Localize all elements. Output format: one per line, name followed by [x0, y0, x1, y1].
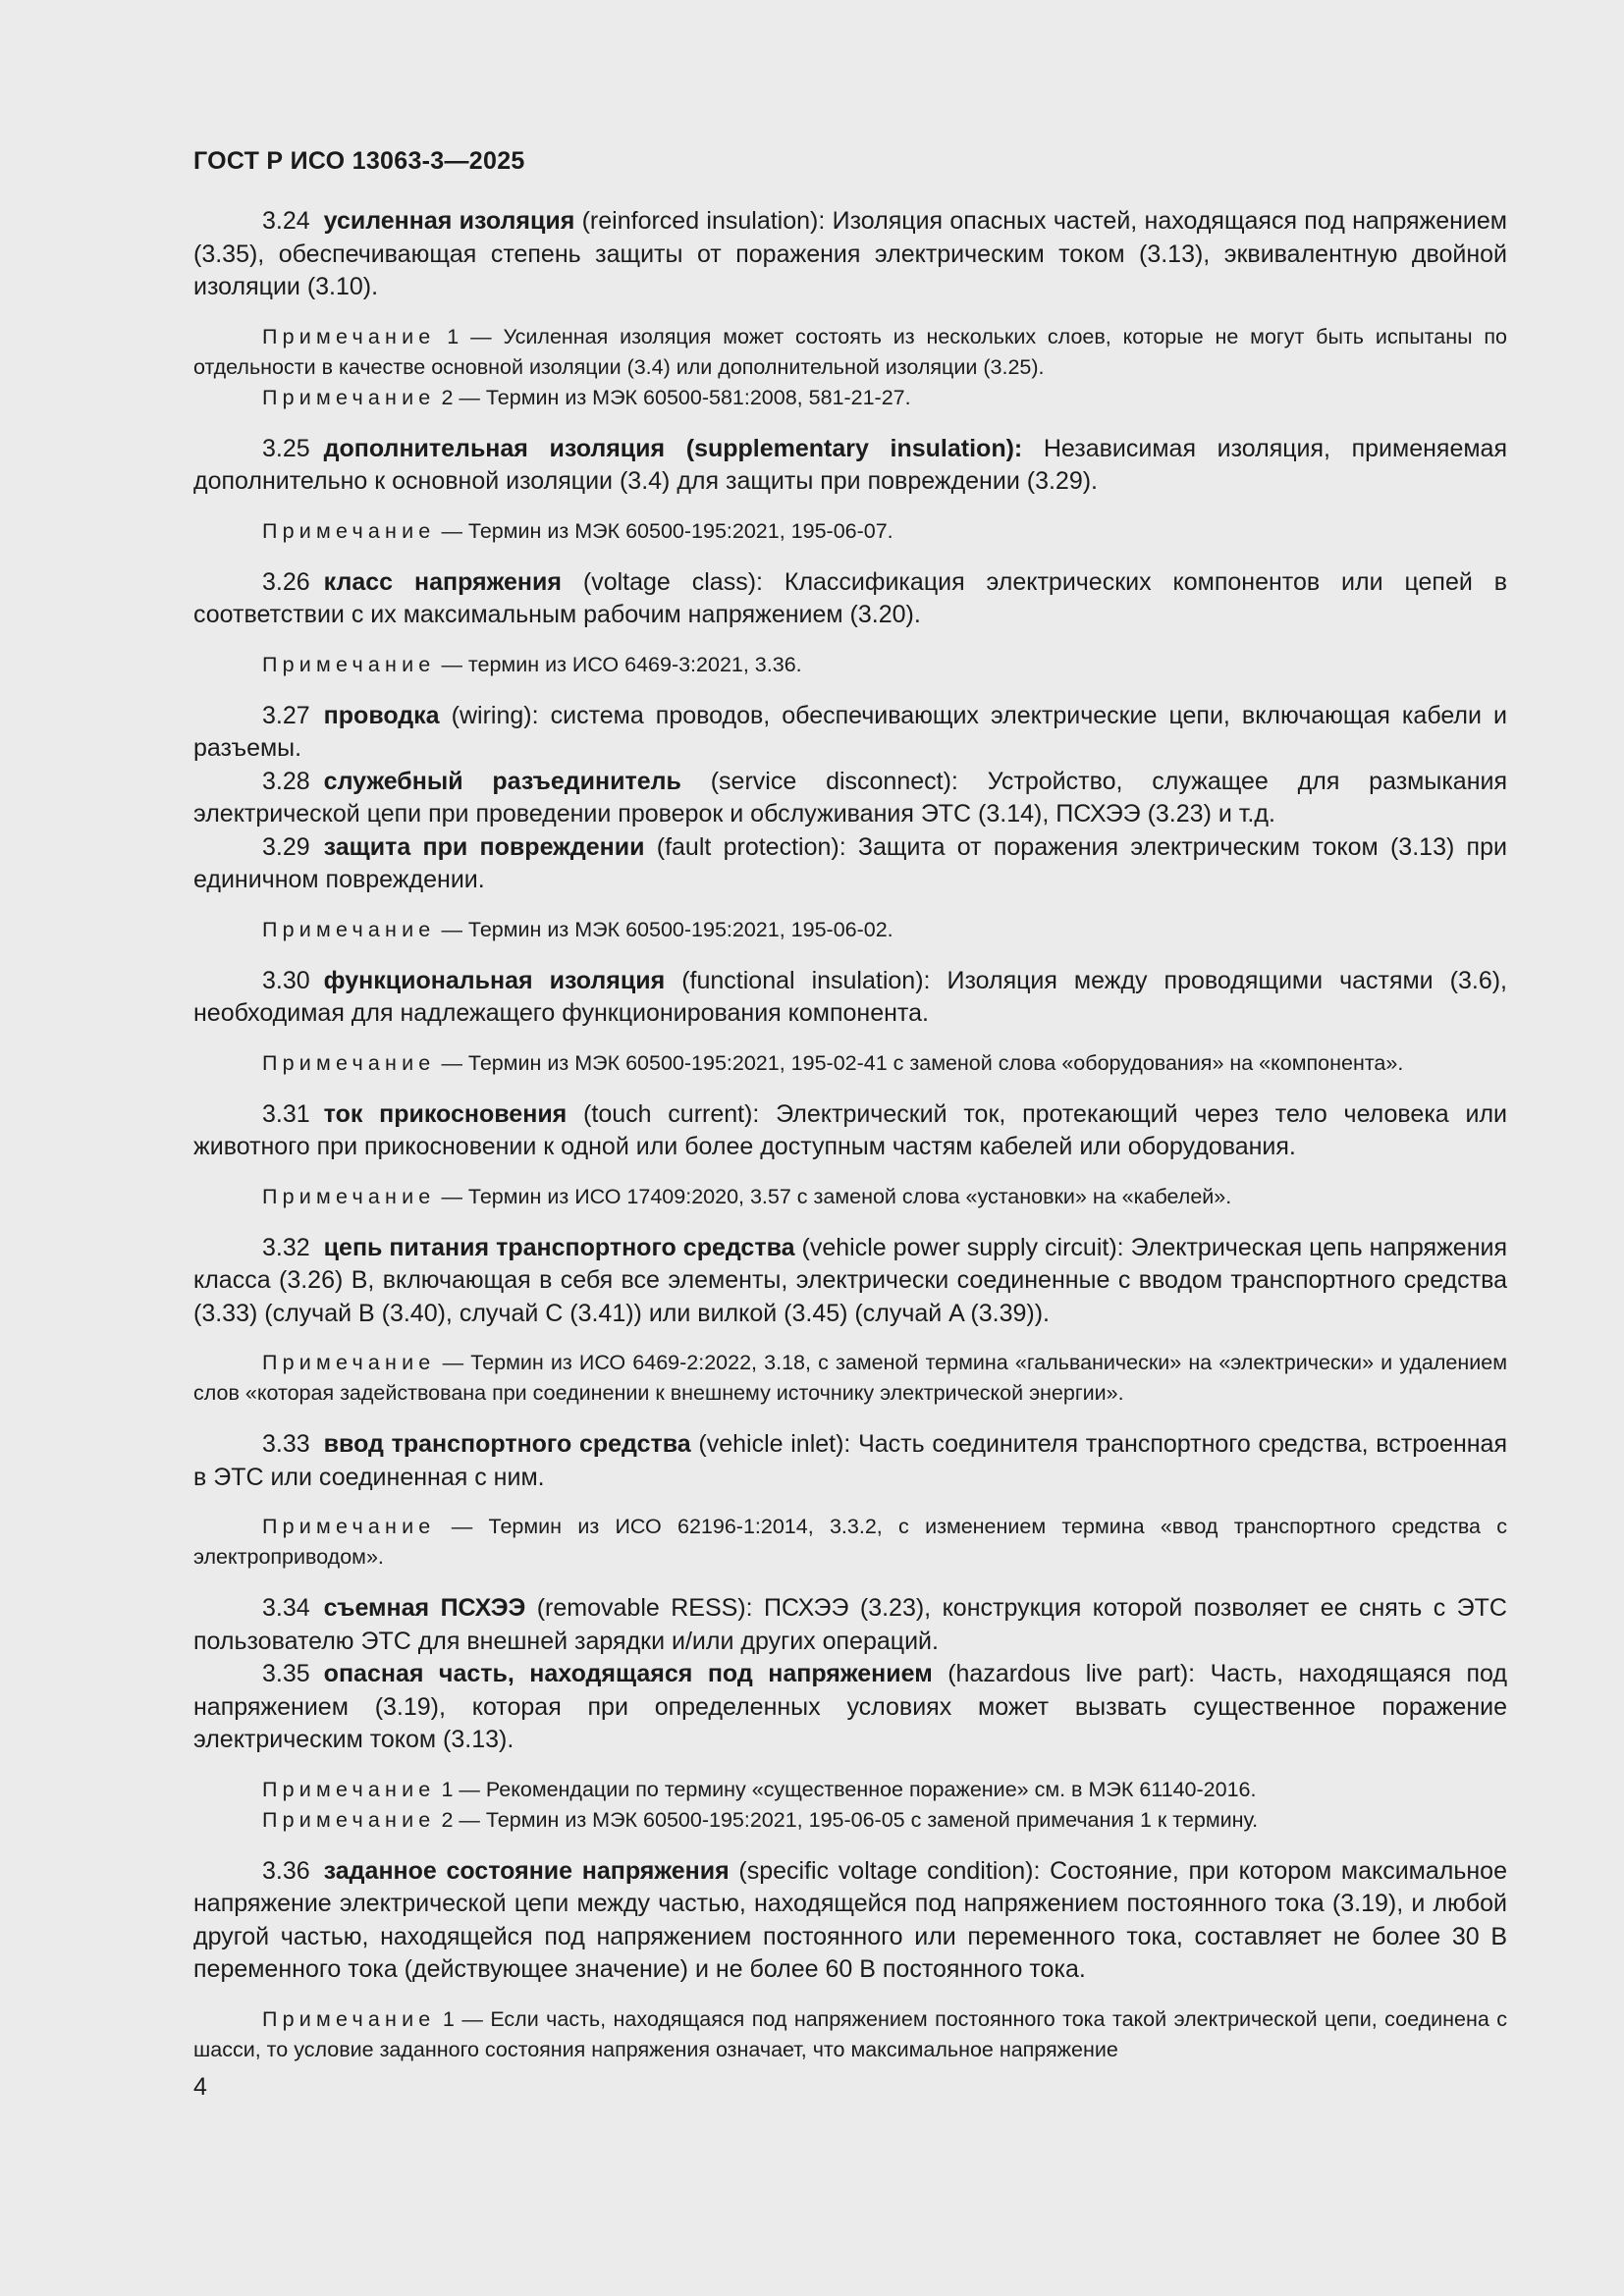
document-page: [193, 147, 1507, 2065]
term-entry: [193, 1232, 1507, 1331]
term-entry: [193, 566, 1507, 632]
term-definition: Электрическая цепь напряжения класса (3.26) B, включающая в себя все элементы, электрически соединенные с вводом транспортного средства (3.33) (случай B (3.40), случай C (3.41)) или вилкой (3.45) (случай A (3.39)).: [193, 1233, 1508, 1327]
term-english: (service disconnect):: [710, 767, 958, 795]
term-english: (reinforced insulation):: [581, 207, 826, 235]
term-note: [193, 322, 1507, 383]
term-number: 3.28: [262, 767, 310, 795]
note-number: 2: [441, 1807, 454, 1832]
term-entry: [193, 965, 1507, 1031]
term-english: (specific voltage condition):: [738, 1856, 1041, 1885]
note-label: Примечание: [262, 518, 436, 543]
term-definition: Часть соединителя транспортного средства, встроенная в ЭТС или соединенная с ним.: [193, 1430, 1507, 1491]
note-label: Примечание: [262, 2006, 436, 2031]
note-number: 2: [441, 385, 454, 409]
note-label: Примечание: [262, 917, 436, 941]
term-number: 3.27: [262, 701, 310, 729]
term-list: [193, 205, 1507, 2065]
term-entry: [193, 1592, 1507, 1658]
term-definition: система проводов, обеспечивающих электрические цепи, включающая кабели и разъемы.: [193, 701, 1508, 762]
term-note: [193, 1048, 1507, 1079]
term-number: 3.24: [262, 207, 310, 235]
term-entry: [193, 205, 1507, 304]
term-number: 3.34: [262, 1594, 310, 1622]
term-note: [193, 2004, 1507, 2065]
note-text: — Термин из ИСО 62196-1:2014, 3.3.2, с изменением термина «ввод транспортного средства с электроприводом».: [193, 1515, 1507, 1569]
term-number: 3.25: [262, 434, 310, 462]
term-english: (removable RESS):: [536, 1594, 753, 1622]
term-note: [193, 1348, 1507, 1409]
term-name: съемная ПСХЭЭ: [323, 1594, 526, 1622]
note-number: 1: [442, 2006, 455, 2031]
term-entry: [193, 831, 1507, 897]
term-definition: Защита от поражения электрическим током (3.13) при единичном повреждении.: [193, 832, 1507, 893]
note-text: — Термин из МЭК 60500-195:2021, 195-06-05 с заменой примечания 1 к термину.: [459, 1807, 1259, 1832]
term-note: [193, 1775, 1507, 1805]
term-definition: Электрический ток, протекающий через тело человека или животного при прикосновении к одной или более доступным частям кабелей или оборудования.: [193, 1099, 1507, 1160]
term-name: защита при повреждении: [323, 832, 645, 861]
term-entry: [193, 1098, 1507, 1164]
term-entry: [193, 433, 1507, 499]
term-note: [193, 516, 1507, 547]
term-name: усиленная изоляция: [323, 207, 575, 235]
document-header: ГОСТ Р ИСО 13063-3—2025: [193, 147, 525, 175]
term-entry: [193, 1428, 1507, 1494]
term-entry: [193, 700, 1507, 766]
term-name: цепь питания транспортного средства: [323, 1233, 795, 1261]
term-definition: Состояние, при котором максимальное напряжение электрической цепи между частью, находящейся под напряжением постоянного тока (3.19), и любой другой частью, находящейся под напряжением постоянного или переменного тока, составляет не более 30 В переменного тока (действующее значение) и не более 60 В постоянного тока.: [193, 1856, 1507, 1983]
note-text: — Термин из МЭК 60500-581:2008, 581-21-27.: [459, 385, 911, 409]
note-label: Примечание: [262, 652, 436, 676]
note-text: — термин из ИСО 6469-3:2021, 3.36.: [441, 652, 802, 676]
term-number: 3.36: [262, 1856, 310, 1885]
term-number: 3.31: [262, 1099, 310, 1128]
term-name: служебный разъединитель: [323, 767, 681, 795]
term-note: [193, 1182, 1507, 1212]
note-label: Примечание: [262, 324, 436, 348]
term-english: (wiring):: [451, 701, 539, 729]
note-label: Примечание: [262, 385, 436, 409]
term-definition: Устройство, служащее для размыкания электрической цепи при проведении проверок и обслуживания ЭТС (3.14), ПСХЭЭ (3.23) и т.д.: [193, 767, 1508, 828]
term-note: [193, 915, 1507, 945]
term-entry: [193, 766, 1507, 831]
term-definition: Изоляция опасных частей, находящаяся под напряжением (3.35), обеспечивающая степень защиты от поражения электрическим током (3.13), эквивалентную двойной изоляции (3.10).: [193, 207, 1507, 300]
note-text: — Термин из МЭК 60500-195:2021, 195-06-07.: [441, 518, 893, 543]
term-name: дополнительная изоляция: [323, 434, 666, 462]
page-number: 4: [193, 2073, 207, 2101]
note-label: Примечание: [262, 1050, 436, 1075]
note-text: — Усиленная изоляция может состоять из нескольких слоев, которые не могут быть испытаны по отдельности в качестве основной изоляции (3.4) или дополнительной изоляции (3.25).: [193, 324, 1507, 379]
term-english: (supplementary insulation):: [685, 434, 1023, 462]
note-text: — Термин из ИСО 17409:2020, 3.57 с заменой слова «установки» на «кабелей».: [441, 1184, 1232, 1208]
term-entry: [193, 1658, 1507, 1757]
note-number: 1: [441, 1777, 454, 1801]
term-name: ток прикосновения: [323, 1099, 568, 1128]
term-number: 3.30: [262, 966, 310, 994]
term-english: (vehicle inlet):: [698, 1430, 851, 1458]
term-definition: ПСХЭЭ (3.23), конструкция которой позволяет ее снять с ЭТС пользователю ЭТС для внешней зарядки и/или других операций.: [193, 1594, 1507, 1655]
term-name: класс напряжения: [323, 567, 562, 596]
term-english: (hazardous live part):: [947, 1660, 1196, 1687]
term-name: заданное состояние напряжения: [323, 1856, 730, 1885]
note-text: — Если часть, находящаяся под напряжением постоянного тока такой электрической цепи, соединена с шасси, то условие заданного состояния напряжения означает, что максимальное напряжение: [193, 2006, 1507, 2061]
note-text: — Термин из ИСО 6469-2:2022, 3.18, с заменой термина «гальванически» на «электрически» и удалением слов «которая задействована при соединении к внешнему источнику электрической энергии».: [193, 1351, 1507, 1405]
term-definition: Независимая изоляция, применяемая дополнительно к основной изоляции (3.4) для защиты при повреждении (3.29).: [193, 434, 1507, 495]
term-name: функциональная изоляция: [323, 966, 666, 994]
term-number: 3.32: [262, 1233, 310, 1261]
term-note: [193, 650, 1507, 680]
note-number: 1: [447, 324, 460, 348]
term-note: [193, 383, 1507, 413]
term-english: (vehicle power supply circuit):: [801, 1233, 1124, 1261]
term-number: 3.29: [262, 832, 310, 861]
note-label: Примечание: [262, 1184, 436, 1208]
term-english: (fault protection):: [656, 832, 846, 861]
term-english: (voltage class):: [582, 567, 763, 596]
term-note: [193, 1805, 1507, 1836]
term-definition: Часть, находящаяся под напряжением (3.19), которая при определенных условиях может вызвать существенное поражение электрическим током (3.13).: [193, 1660, 1507, 1753]
note-label: Примечание: [262, 1807, 436, 1832]
note-label: Примечание: [262, 1777, 436, 1801]
term-note: [193, 1512, 1507, 1573]
term-number: 3.35: [262, 1660, 310, 1687]
term-english: (touch current):: [583, 1099, 760, 1128]
note-text: — Термин из МЭК 60500-195:2021, 195-02-41 с заменой слова «оборудования» на «компонента».: [441, 1050, 1404, 1075]
term-number: 3.26: [262, 567, 310, 596]
term-name: ввод транспортного средства: [323, 1430, 691, 1458]
term-number: 3.33: [262, 1430, 310, 1458]
term-name: опасная часть, находящаяся под напряжением: [323, 1660, 933, 1687]
term-name: проводка: [323, 701, 440, 729]
term-entry: [193, 1855, 1507, 1987]
term-definition: Изоляция между проводящими частями (3.6), необходимая для надлежащего функционирования компонента.: [193, 966, 1507, 1027]
note-label: Примечание: [262, 1515, 436, 1538]
note-text: — Термин из МЭК 60500-195:2021, 195-06-02.: [441, 917, 893, 941]
term-definition: Классификация электрических компонентов или цепей в соответствии с их максимальным рабочим напряжением (3.20).: [193, 567, 1507, 628]
term-english: (functional insulation):: [681, 966, 931, 994]
note-label: Примечание: [262, 1351, 436, 1374]
note-text: — Рекомендации по термину «существенное поражение» см. в МЭК 61140-2016.: [459, 1777, 1257, 1801]
